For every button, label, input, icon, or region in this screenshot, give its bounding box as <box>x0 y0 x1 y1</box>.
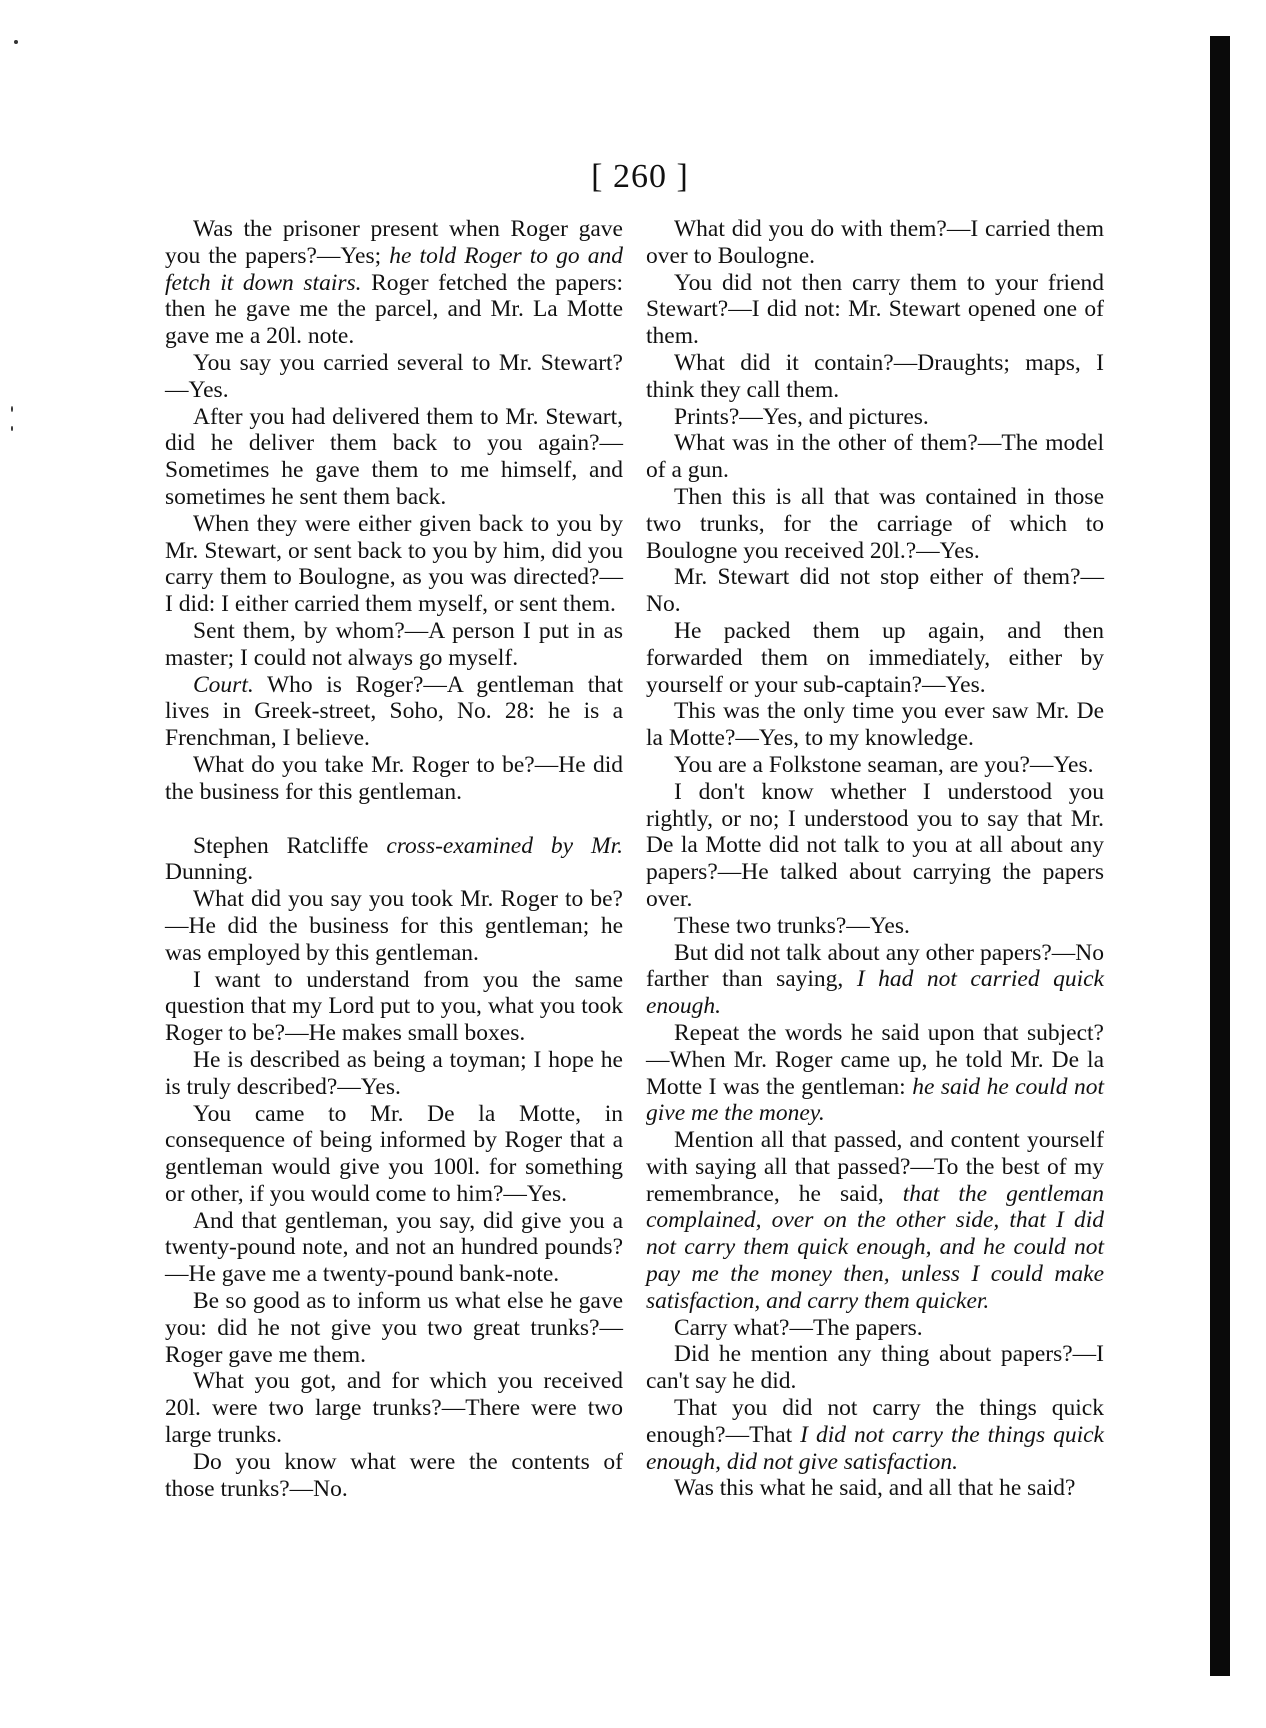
paragraph <box>165 216 623 350</box>
text: But did not talk about any other papers?—No farther than saying, <box>646 939 1104 993</box>
text: Did he mention any thing about papers?—I can't say he did. <box>646 1341 1104 1395</box>
right-column <box>646 216 1104 1502</box>
paragraph <box>165 618 623 672</box>
paragraph <box>646 430 1104 484</box>
text: Was the prisoner present when Roger gave you the papers?—Yes; <box>165 216 623 269</box>
text: Then this is all that was contained in those two trunks, for the carriage of which to Boulogne you received 20l.?—Yes. <box>646 483 1104 564</box>
paragraph <box>165 672 623 752</box>
text: Sent them, by whom?—A person I put in as master; I could not always go myself. <box>165 617 623 671</box>
scan-speck <box>11 406 13 412</box>
text: That you did not carry the things quick enough?—That <box>646 1395 1104 1448</box>
text: You say you carried several to Mr. Stewart?—Yes. <box>165 349 623 403</box>
scan-edge-bar <box>1210 36 1230 1676</box>
page-number: [ 260 ] <box>591 158 689 195</box>
text: Repeat the words he said upon that subject?—When Mr. Roger came up, he told Mr. De la Motte I was the gentleman: <box>646 1019 1104 1100</box>
text: What was in the other of them?—The model of a gun. <box>646 430 1104 484</box>
paragraph <box>646 1395 1104 1475</box>
paragraph <box>646 1127 1104 1315</box>
text: Dunning. <box>165 859 254 886</box>
paragraph <box>165 1368 623 1448</box>
text: Be so good as to inform us what else he gave you: did he not give you two great trunks?—Roger gave me them. <box>165 1288 623 1368</box>
text: And that gentleman, you say, did give you a twenty-pound note, and not an hundred pounds?—He gave me a twenty-pound bank-note. <box>165 1207 623 1288</box>
paragraph <box>646 618 1104 698</box>
paragraph <box>646 752 1104 779</box>
text: This was the only time you ever saw Mr. De la Motte?—Yes, to my knowledge. <box>646 698 1104 752</box>
text: Prints?—Yes, and pictures. <box>674 403 929 430</box>
italic-text: that the gentleman complained, over on the other side, that I did not carry them quick enough, and he could not pay me the money then, unless I could make satisfaction, and carry them quicker. <box>646 1180 1104 1314</box>
paragraph <box>165 886 623 966</box>
italic-text: he said he could not give me the money. <box>646 1073 1105 1127</box>
paragraph <box>165 1288 623 1368</box>
paragraph <box>165 404 623 511</box>
paragraph <box>165 1208 623 1288</box>
section-heading <box>165 833 623 887</box>
text: Was this what he said, and all that he said? <box>674 1475 1076 1502</box>
text: I don't know whether I understood you rightly, or no; I understood you to say that Mr. De la Motte did not talk to you at all about any papers?—He talked about carrying the papers over. <box>646 778 1104 912</box>
paragraph <box>165 1101 623 1208</box>
paragraph <box>646 1341 1104 1395</box>
text: Roger fetched the papers: then he gave me the parcel, and Mr. La Motte gave me a 20l. note. <box>165 269 623 350</box>
text: When they were either given back to you by Mr. Stewart, or sent back to you by him, did you carry them to Boulogne, as you was directed?—I did: I either carried them myself, or sent them. <box>165 510 623 618</box>
scan-speck <box>14 40 18 44</box>
text: He is described as being a toyman; I hope he is truly described?—Yes. <box>165 1046 623 1100</box>
paragraph <box>646 216 1104 270</box>
paragraph <box>165 1449 623 1503</box>
paragraph <box>165 511 623 618</box>
text: Carry what?—The papers. <box>674 1314 923 1341</box>
italic-text: he told Roger to go and fetch it down stairs. <box>165 242 623 296</box>
text: Stephen Ratcliffe <box>193 832 387 859</box>
paragraph <box>165 967 623 1047</box>
text: Mention all that passed, and content yourself with saying all that passed?—To the best of my remembrance, he said, <box>646 1127 1104 1207</box>
text: You came to Mr. De la Motte, in consequence of being informed by Roger that a gentleman would give you 100l. for something or other, if you would come to him?—Yes. <box>165 1100 623 1207</box>
italic-text: Court. <box>193 671 254 698</box>
paragraph <box>646 779 1104 913</box>
text: What did it contain?—Draughts; maps, I think they call them. <box>646 349 1104 403</box>
paragraph <box>646 1475 1104 1502</box>
paragraph <box>646 564 1104 618</box>
paragraph <box>165 350 623 404</box>
paragraph <box>646 940 1104 1020</box>
text: I want to understand from you the same question that my Lord put to you, what you took Roger to be?—He makes small boxes. <box>165 966 623 1047</box>
text: These two trunks?—Yes. <box>674 912 910 939</box>
paragraph <box>646 698 1104 752</box>
paragraph <box>646 1315 1104 1342</box>
text: What you got, and for which you received 20l. were two large trunks?—There were two large trunks. <box>165 1368 623 1449</box>
paragraph <box>646 913 1104 940</box>
text: You did not then carry them to your friend Stewart?—I did not: Mr. Stewart opened one of them. <box>646 269 1104 350</box>
paragraph <box>165 1047 623 1101</box>
text: Mr. Stewart did not stop either of them?—No. <box>646 564 1104 618</box>
text: After you had delivered them to Mr. Stewart, did he deliver them back to you again?—Sometimes he gave them to me himself, and sometimes he sent them back. <box>165 403 623 510</box>
italic-text: I had not carried quick enough. <box>646 966 1104 1020</box>
text: What do you take Mr. Roger to be?—He did the business for this gentleman. <box>165 751 623 805</box>
text: What did you do with them?—I carried them over to Boulogne. <box>646 216 1104 269</box>
paragraph <box>646 270 1104 350</box>
italic-text: cross-examined by Mr. <box>386 832 623 859</box>
text: What did you say you took Mr. Roger to be?—He did the business for this gentleman; he was employed by this gentleman. <box>165 886 623 966</box>
text: He packed them up again, and then forwarded them on immediately, either by yourself or your sub-captain?—Yes. <box>646 617 1104 698</box>
scan-speck <box>11 426 13 431</box>
paragraph <box>646 404 1104 431</box>
text: Do you know what were the contents of those trunks?—No. <box>165 1448 623 1502</box>
text: You are a Folkstone seaman, are you?—Yes. <box>674 751 1094 778</box>
paragraph <box>646 1020 1104 1127</box>
paragraph <box>646 484 1104 564</box>
italic-text: I did not carry the things quick enough, did not give satisfaction. <box>646 1421 1104 1475</box>
left-column <box>165 216 623 1502</box>
text: Who is Roger?—A gentleman that lives in Greek-street, Soho, No. 28: he is a Frenchman, I believe. <box>165 671 623 752</box>
paragraph <box>646 350 1104 404</box>
paragraph <box>165 752 623 806</box>
